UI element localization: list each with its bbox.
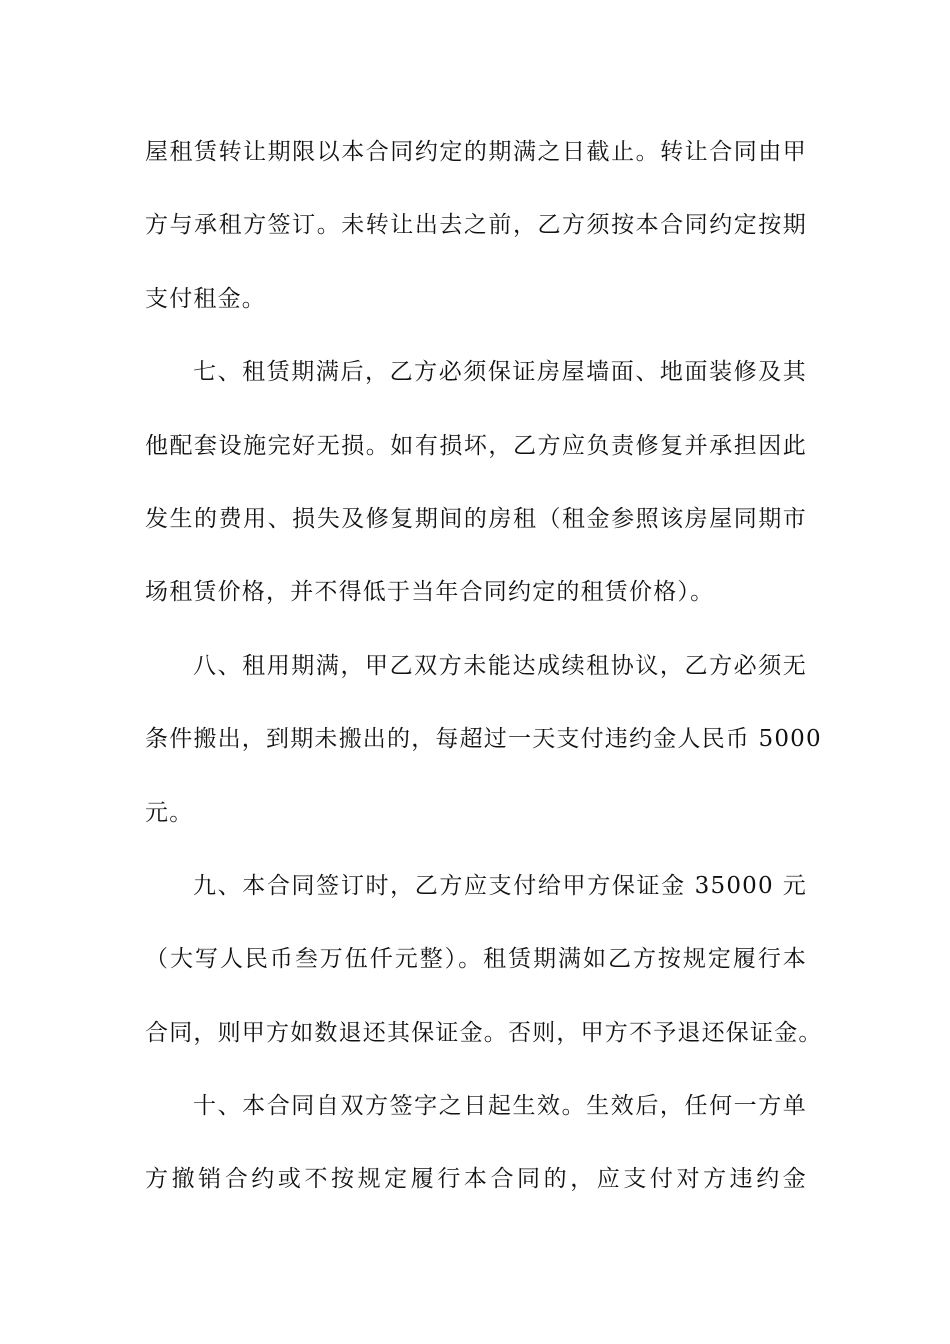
text-line: 元。 xyxy=(145,799,194,826)
text-line: 他配套设施完好无损。如有损坏，乙方应负责修复并承担因此 xyxy=(145,432,807,459)
document-body xyxy=(145,128,823,1229)
paragraph-nine-first-line: 九、本合同签订时，乙方应支付给甲方保证金 35000 元 xyxy=(193,872,807,899)
paragraph-eight-first-line: 八、租用期满，甲乙双方未能达成续租协议，乙方必须无 xyxy=(193,652,807,679)
text-line: 方与承租方签订。未转让出去之前，乙方须按本合同约定按期 xyxy=(145,212,807,239)
paragraph-ten-first-line: 十、本合同自双方签字之日起生效。生效后，任何一方单 xyxy=(193,1093,807,1120)
text-line: 发生的费用、损失及修复期间的房租（租金参照该房屋同期市 xyxy=(145,505,807,532)
text-line: 条件搬出，到期未搬出的，每超过一天支付违约金人民币 5000 xyxy=(145,726,822,753)
text-line: 支付租金。 xyxy=(145,285,266,312)
text-line: （大写人民币叁万伍仟元整）。租赁期满如乙方按规定履行本 xyxy=(145,946,807,973)
text-line: 方撤销合约或不按规定履行本合同的，应支付对方违约金 xyxy=(145,1166,807,1193)
text-line: 合同，则甲方如数退还其保证金。否则，甲方不予退还保证金。 xyxy=(145,1019,823,1046)
paragraph-seven-first-line: 七、租赁期满后，乙方必须保证房屋墙面、地面装修及其 xyxy=(193,359,807,386)
text-line: 场租赁价格，并不得低于当年合同约定的租赁价格）。 xyxy=(145,579,715,606)
text-line: 屋租赁转让期限以本合同约定的期满之日截止。转让合同由甲 xyxy=(145,139,807,165)
